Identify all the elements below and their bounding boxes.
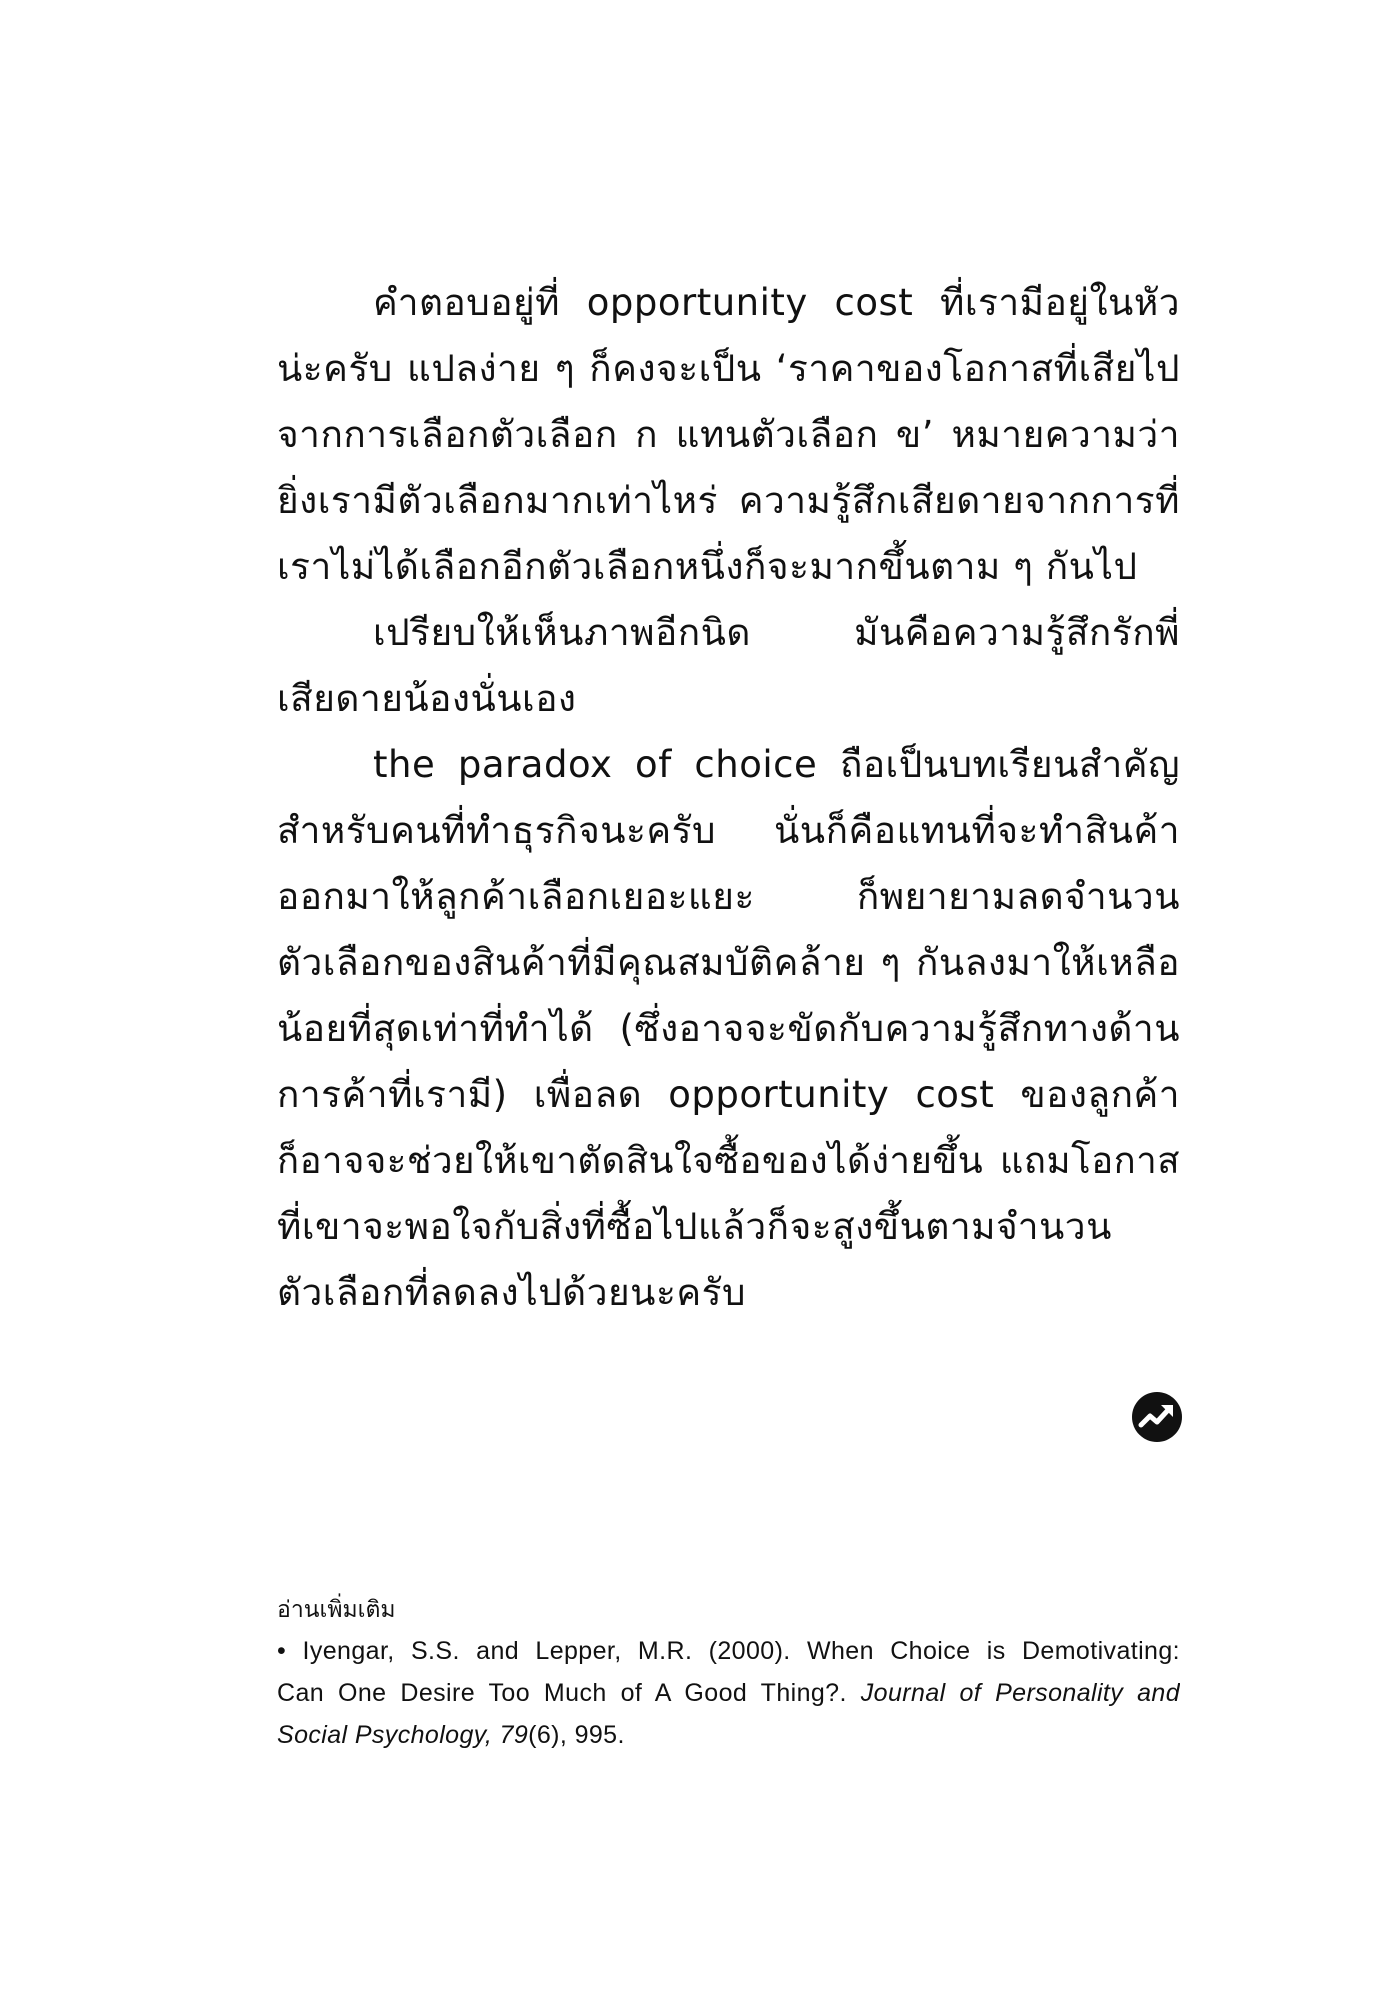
reference-list: [277, 1630, 1180, 1756]
journal-title: Journal of Personality and: [860, 1679, 1180, 1707]
paragraph: [277, 732, 1180, 1326]
body-line: ที่เขาจะพอใจกับสิ่งที่ซื้อไปแล้วก็จะสูงขึ้นตามจำนวน: [277, 1205, 1112, 1248]
reference-text: (6), 995.: [528, 1721, 625, 1749]
paragraph: [277, 270, 1180, 600]
body-line: จากการเลือกตัวเลือก ก แทนตัวเลือก ข’ หมายความว่า: [277, 413, 1180, 456]
body-line: น่ะครับ แปลง่าย ๆ ก็คงจะเป็น ‘ราคาของโอกาสที่เสียไป: [277, 347, 1180, 390]
body-line: ยิ่งเรามีตัวเลือกมากเท่าไหร่ ความรู้สึกเสียดายจากการที่: [277, 479, 1180, 522]
reference-line: [277, 1630, 1180, 1672]
reference-text: Can One Desire Too Much of A Good Thing?.: [277, 1679, 847, 1707]
body-line: การค้าที่เรามี) เพื่อลด opportunity cost ของลูกค้า: [277, 1073, 1180, 1116]
body-line: เสียดายน้องนั่นเอง: [277, 677, 577, 720]
body-line: the paradox of choice ถือเป็นบทเรียนสำคัญ: [373, 743, 1180, 786]
bullet: •: [277, 1637, 287, 1665]
journal-title: Social Psychology, 79: [277, 1721, 529, 1749]
body-line: คำตอบอยู่ที่ opportunity cost ที่เรามีอยู่ในหัว: [373, 281, 1180, 324]
reference-line: [277, 1714, 1180, 1756]
paragraph: [277, 600, 1180, 732]
reference-text: Iyengar, S.S. and Lepper, M.R. (2000). When Choice is Demotivating:: [302, 1637, 1180, 1665]
body-line: เราไม่ได้เลือกอีกตัวเลือกหนึ่งก็จะมากขึ้นตาม ๆ กันไป: [277, 545, 1138, 588]
body-text: [277, 270, 1180, 1326]
body-line: น้อยที่สุดเท่าที่ทำได้ (ซึ่งอาจจะขัดกับความรู้สึกทางด้าน: [277, 1007, 1180, 1050]
body-line: ออกมาให้ลูกค้าเลือกเยอะแยะ ก็พยายามลดจำนวน: [277, 875, 1180, 918]
body-line: ก็อาจจะช่วยให้เขาตัดสินใจซื้อของได้ง่ายขึ้น แถมโอกาส: [277, 1139, 1180, 1182]
body-line: เปรียบให้เห็นภาพอีกนิด มันคือความรู้สึกรักพี่: [373, 611, 1180, 654]
trending-up-circle-icon: [1131, 1391, 1183, 1443]
further-reading-heading: อ่านเพิ่มเติม: [277, 1597, 396, 1623]
body-line: ตัวเลือกที่ลดลงไปด้วยนะครับ: [277, 1271, 746, 1314]
reference-line: [277, 1672, 1180, 1714]
body-line: สำหรับคนที่ทำธุรกิจนะครับ นั่นก็คือแทนที่จะทำสินค้า: [277, 809, 1180, 852]
body-line: ตัวเลือกของสินค้าที่มีคุณสมบัติคล้าย ๆ กันลงมาให้เหลือ: [277, 941, 1180, 984]
